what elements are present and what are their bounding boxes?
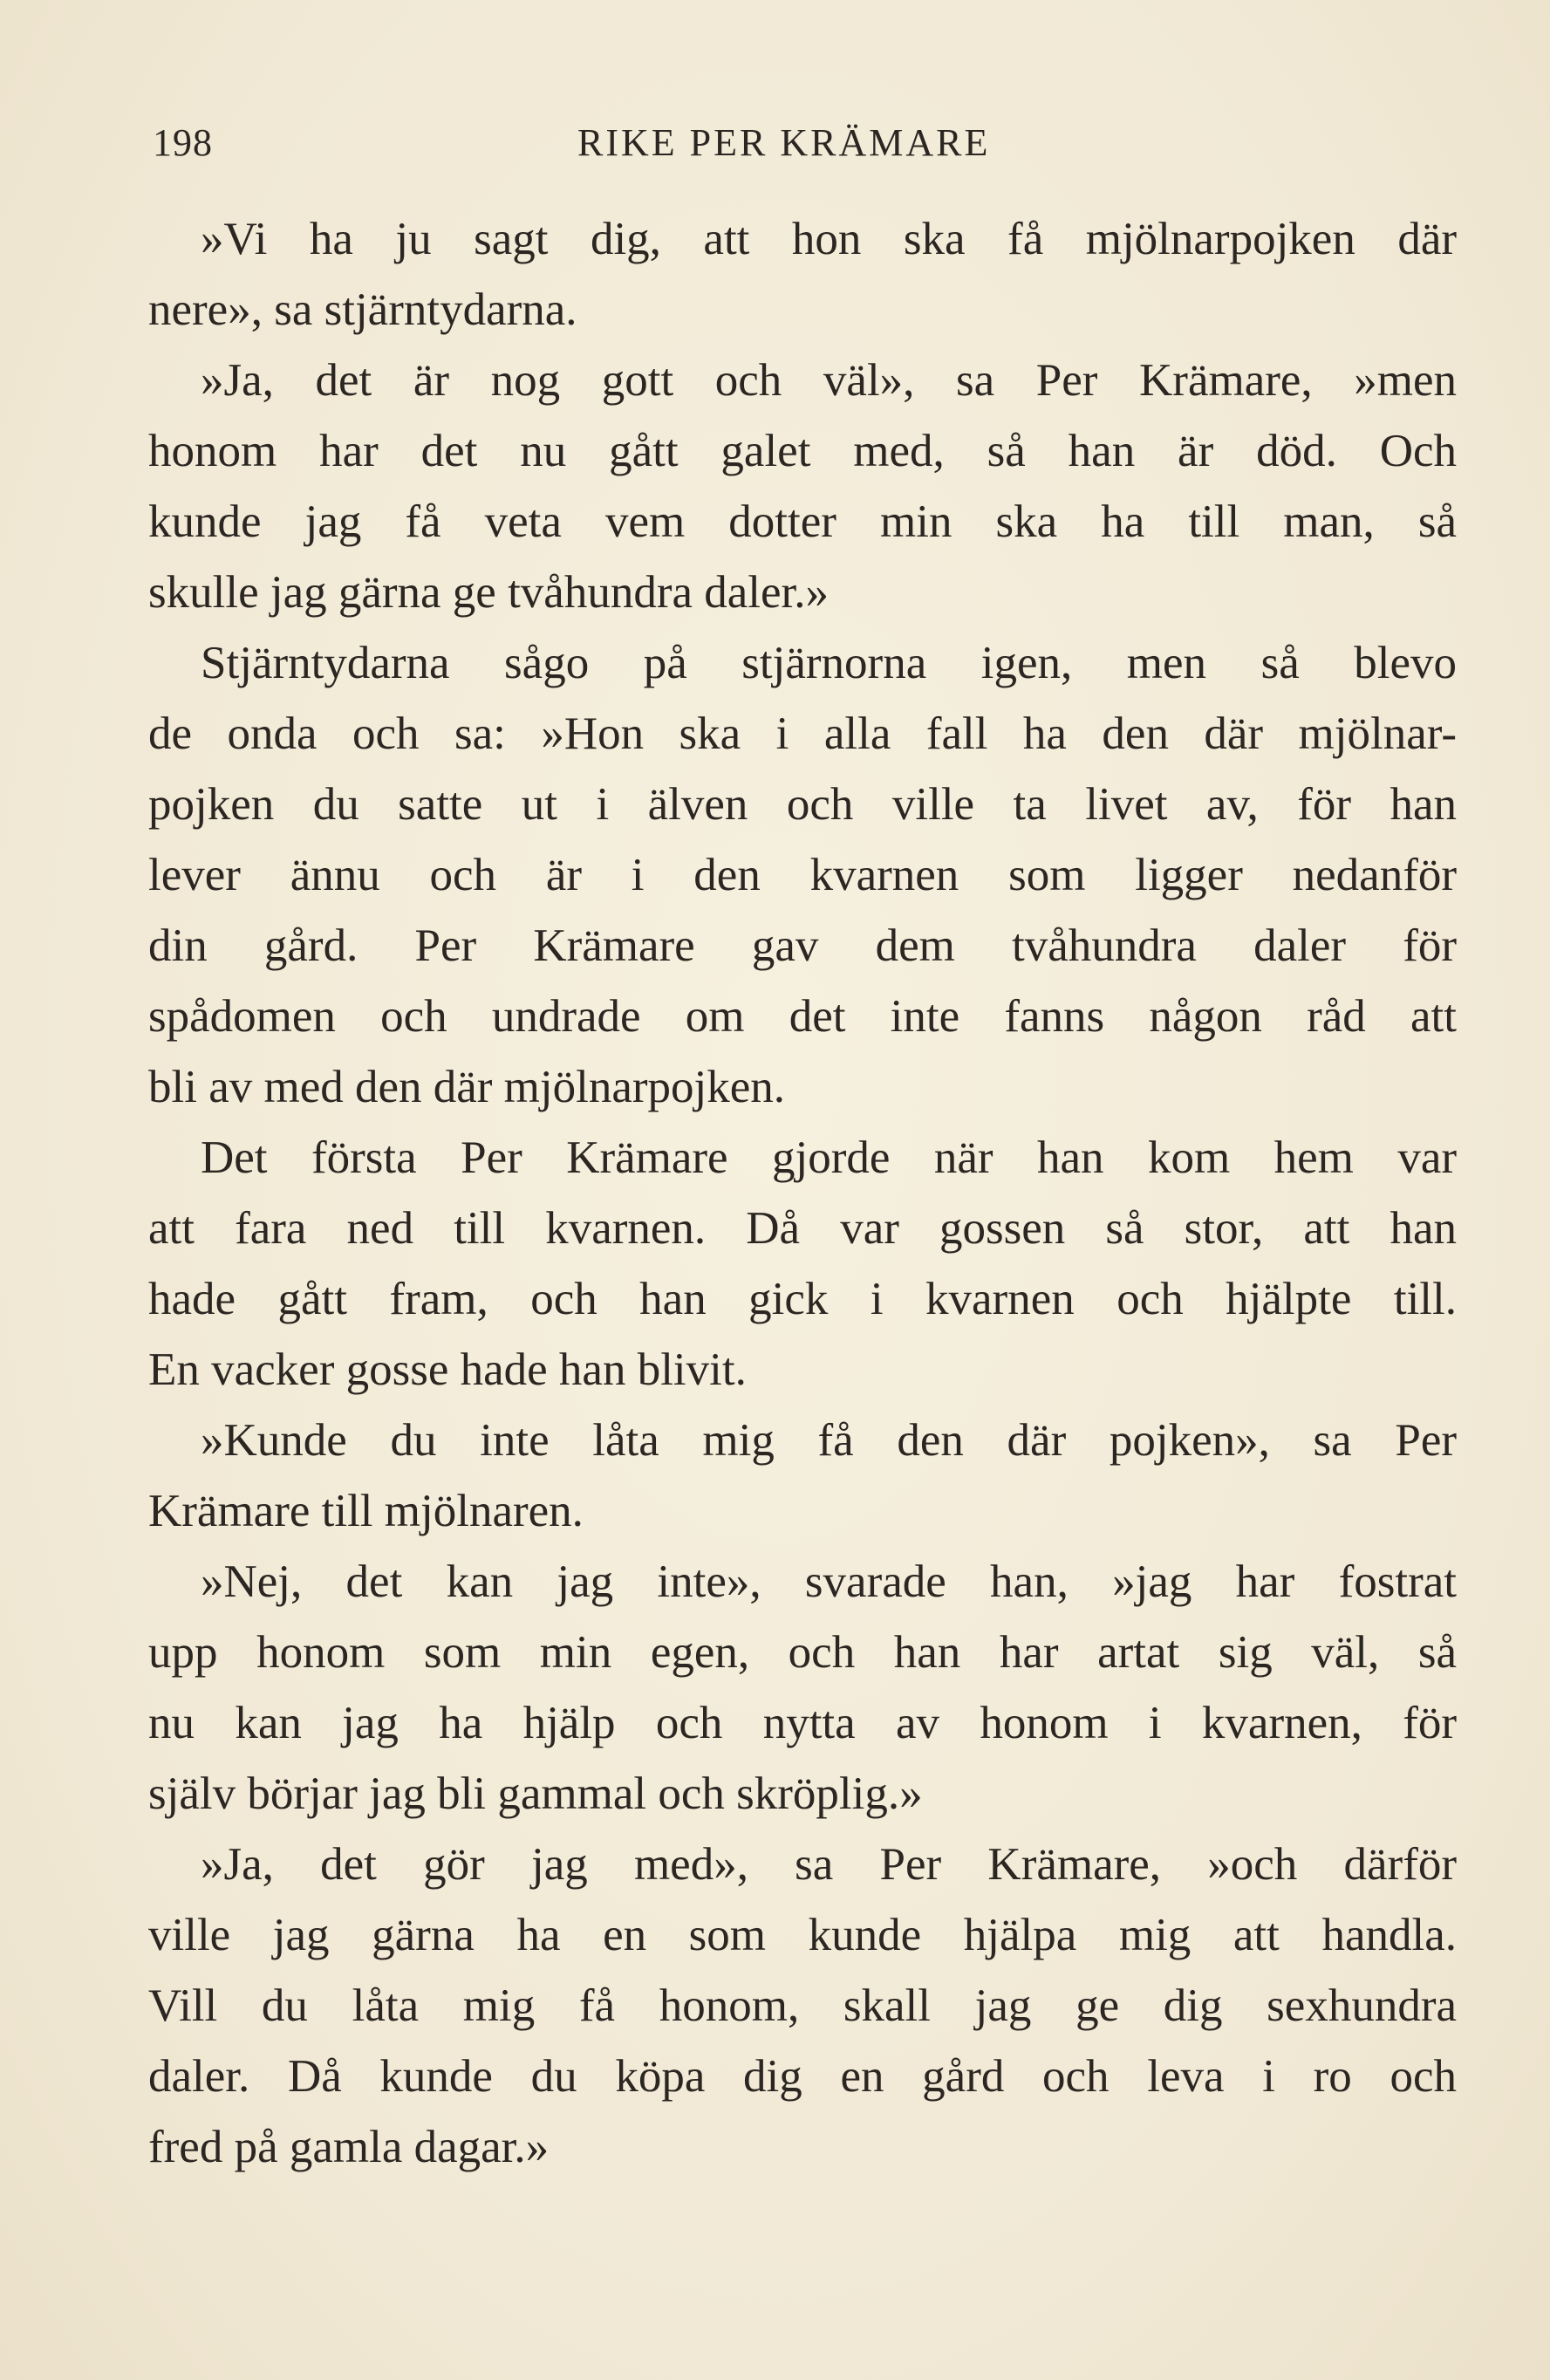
text-line: fred på gamla dagar.» bbox=[148, 2122, 550, 2172]
body-text bbox=[148, 204, 1457, 2183]
text-line: Krämare till mjölnaren. bbox=[148, 1486, 584, 1536]
text-line: hade gått fram, och han gick i kvarnen och hjälpte till. bbox=[148, 1274, 1457, 1324]
text-line: »Ja, det gör jag med», sa Per Krämare, »och därför bbox=[201, 1839, 1457, 1890]
text-line: skulle jag gärna ge tvåhundra daler.» bbox=[148, 567, 829, 618]
text-line: honom har det nu gått galet med, så han är död. Och bbox=[148, 426, 1457, 476]
text-line: En vacker gosse hade han blivit. bbox=[148, 1344, 747, 1395]
text-line: ville jag gärna ha en som kunde hjälpa mig att handla. bbox=[148, 1910, 1457, 1960]
text-line: upp honom som min egen, och han har artat sig väl, så bbox=[148, 1627, 1457, 1678]
text-line: Stjärntydarna sågo på stjärnorna igen, men så blevo bbox=[201, 638, 1457, 688]
text-line: nere», sa stjärntydarna. bbox=[148, 284, 577, 335]
text-line: daler. Då kunde du köpa dig en gård och leva i ro och bbox=[148, 2051, 1457, 2102]
text-line: bli av med den där mjölnarpojken. bbox=[148, 1062, 786, 1112]
text-line: själv börjar jag bli gammal och skröplig.» bbox=[148, 1768, 923, 1819]
text-line: lever ännu och är i den kvarnen som ligger nedanför bbox=[148, 850, 1457, 900]
text-line: pojken du satte ut i älven och ville ta livet av, för han bbox=[148, 779, 1457, 830]
text-line: Vill du låta mig få honom, skall jag ge dig sexhundra bbox=[148, 1980, 1457, 2031]
text-line: spådomen och undrade om det inte fanns någon råd att bbox=[148, 991, 1457, 1042]
text-line: nu kan jag ha hjälp och nytta av honom i kvarnen, för bbox=[148, 1698, 1457, 1748]
page-number: 198 bbox=[153, 121, 213, 164]
text-line: »Ja, det är nog gott och väl», sa Per Krämare, »men bbox=[201, 355, 1457, 406]
running-title: RIKE PER KRÄMARE bbox=[577, 121, 991, 164]
text-line: din gård. Per Krämare gav dem tvåhundra daler för bbox=[148, 920, 1457, 971]
text-line: kunde jag få veta vem dotter min ska ha till man, så bbox=[148, 496, 1457, 547]
text-line: »Vi ha ju sagt dig, att hon ska få mjölnarpojken där bbox=[201, 214, 1457, 264]
page-header bbox=[153, 120, 1461, 173]
text-line: de onda och sa: »Hon ska i alla fall ha den där mjölnar- bbox=[148, 708, 1457, 759]
text-line: »Nej, det kan jag inte», svarade han, »jag har fostrat bbox=[201, 1556, 1457, 1607]
text-line: Det första Per Krämare gjorde när han kom hem var bbox=[201, 1132, 1457, 1183]
text-line: »Kunde du inte låta mig få den där pojken», sa Per bbox=[201, 1415, 1457, 1466]
text-line: att fara ned till kvarnen. Då var gossen så stor, att han bbox=[148, 1203, 1457, 1254]
